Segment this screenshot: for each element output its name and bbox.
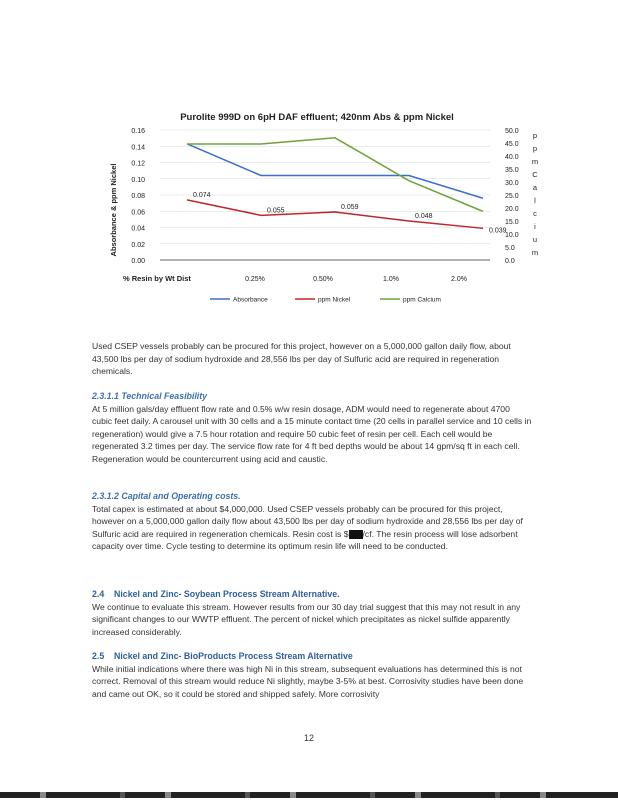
y2-tick-label: 45.0 (505, 141, 519, 148)
data-label: 0.055 (267, 207, 285, 215)
y2-tick-label: 40.0 (505, 154, 519, 161)
x-tick-label: 1.0% (383, 276, 399, 283)
y2-tick-label: 20.0 (505, 206, 519, 213)
section-number: 2.4 (92, 589, 105, 599)
data-label: 0.048 (415, 213, 433, 220)
y-tick-label: 0.02 (131, 241, 145, 249)
y-tick-label: 0.08 (131, 193, 145, 200)
data-label: 0.039 (489, 227, 507, 235)
y-tick-label: 0.10 (131, 176, 145, 184)
y2-tick-label: 15.0 (505, 219, 519, 226)
section-text-a: Total capex is estimated at about $4,000,000. Used CSEP vessels probably can be procured for this project, however on a 5,000,000 gallon daily flow about 43,500 lbs per day of sodium hydroxide and 28,556 lbs per day of Sulfuric acid are required in regeneration chemicals. Resin cost is $ (92, 503, 523, 539)
x-tick-label: 0.50% (313, 276, 333, 283)
paragraph-text: Used CSEP vessels probably can be procured for this project, however on a 5,000,000 gallon daily flow, about 43,500 lbs per day of sodium hydroxide and 28,556 lbs per day of Sulfuric acid are required in regeneration chemicals. (92, 341, 511, 376)
x-tick-label: 2.0% (451, 276, 467, 283)
section-bioproducts-stream (92, 650, 532, 700)
y2-label-letter: p (532, 131, 538, 140)
section-heading: 2.3.1.1 Technical Feasibility (92, 391, 208, 401)
section-number: 2.5 (92, 651, 105, 661)
page-number: 12 (303, 733, 314, 743)
legend-label: ppm Calcium (403, 296, 441, 304)
section-capital-costs (92, 490, 532, 553)
section-text: We continue to evaluate this stream. However results from our 30 day trial suggest that this may not result in any significant changes to our WWTP effluent. The percent of nickel which precipitates as nickel sulfide apparently increased considerably. (92, 601, 521, 637)
section-heading (92, 650, 532, 663)
y-tick-label: 0.04 (131, 225, 145, 233)
y-tick-label: 0.00 (131, 258, 145, 265)
section-text: At 5 million gals/day effluent flow rate and 0.5% w/w resin dosage, ADM would need to regenerate about 4700 cubic feet daily. A carousel unit with 30 cells and a 15 minute contact time (20 cells in parallel service and 10 cells in regeneration) would give a 7.5 hour rotation and require 50 cubic feet of resin per cell. Each cell would be regenerated 3.2 times per day. The service flow rate for 4 ft bed depths would be about 14 gpm/sq ft in each cell. Regeneration would be countercurrent using acid and caustic. (92, 403, 532, 464)
scan-edge-bar (0, 792, 618, 798)
section-text-b: /cf. The resin process will lose adsorbent capacity over time. Cycle testing to determine its optimum resin life will need to be conducted. (92, 528, 518, 551)
legend-label: Absorbance (233, 296, 268, 304)
data-label: 0.059 (341, 204, 359, 212)
y-tick-label: 0.06 (131, 209, 145, 217)
data-label: 0.074 (193, 191, 211, 199)
y2-label-letter: l (534, 196, 536, 205)
y2-label-letter: p (532, 144, 538, 153)
y2-label-letter: m (531, 248, 539, 257)
legend-label: ppm Nickel (318, 296, 351, 304)
section-title: Nickel and Zinc- Soybean Process Stream Alternative. (114, 589, 340, 599)
section-technical-feasibility (92, 390, 532, 465)
y2-axis-label (532, 131, 538, 257)
redaction-box (349, 530, 363, 539)
intro-paragraph (92, 340, 532, 378)
y2-label-letter: u (532, 235, 538, 244)
y2-tick-label: 30.0 (505, 180, 519, 187)
y2-label-letter: a (532, 183, 538, 192)
y-axis-label: Absorbance & ppm Nickel (109, 163, 118, 257)
x-axis-label: % Resin by Wt Dist (123, 274, 191, 283)
y-axis-ticks (131, 128, 145, 265)
section-heading (92, 588, 532, 601)
y2-label-letter: c (533, 209, 537, 218)
section-soybean-stream (92, 588, 532, 638)
y2-tick-label: 25.0 (505, 193, 519, 200)
y-tick-label: 0.14 (131, 144, 145, 152)
section-text: While initial indications where there was high Ni in this stream, subsequent evaluations has determined this is not correct. Removal of this stream would reduce Ni slightly, maybe 3-5% at best. Corrosivity studies have been done and came out OK, so it could be stored and shipped safely. More corrosivity (92, 663, 524, 699)
y2-tick-label: 10.0 (505, 232, 519, 239)
section-heading: 2.3.1.2 Capital and Operating costs. (92, 491, 241, 501)
section-title: Nickel and Zinc- BioProducts Process Stream Alternative (114, 651, 353, 661)
y2-tick-label: 35.0 (505, 167, 519, 174)
y2-label-letter: m (531, 157, 539, 166)
y2-label-letter: C (532, 170, 538, 179)
y-tick-label: 0.12 (131, 160, 145, 168)
y-tick-label: 0.16 (131, 128, 145, 135)
chart-legend (210, 297, 441, 304)
line-chart (105, 98, 539, 313)
x-tick-label: 0.25% (245, 276, 265, 283)
y2-tick-label: 0.0 (505, 258, 515, 265)
chart-title: Purolite 999D on 6pH DAF effluent; 420nm Abs & ppm Nickel (180, 112, 454, 123)
y2-tick-label: 50.0 (505, 128, 519, 135)
section-text (92, 503, 532, 553)
y2-label-letter: i (534, 222, 536, 231)
y2-tick-label: 5.0 (505, 245, 515, 252)
